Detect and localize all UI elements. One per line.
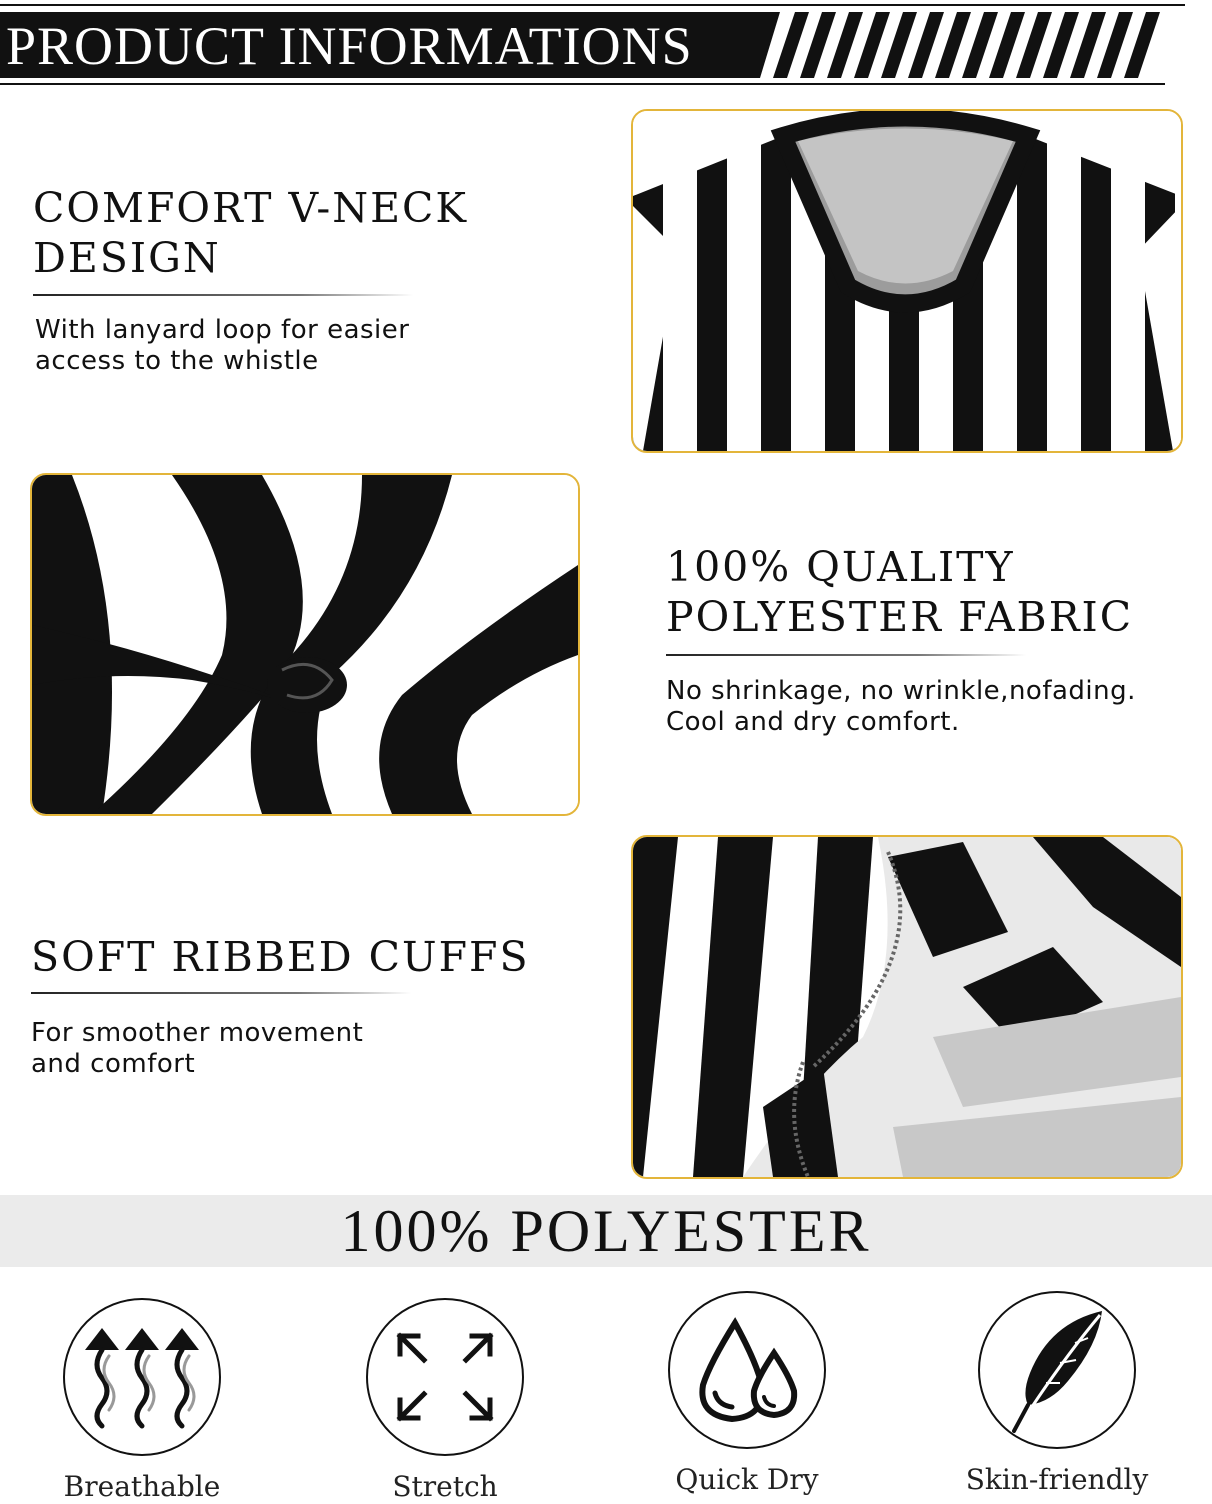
header-banner [0, 0, 1212, 90]
breathable-circle [63, 1298, 221, 1456]
vneck-heading-line1: COMFORT V-NECK [33, 184, 469, 232]
water-drops-icon [670, 1293, 824, 1447]
vneck-divider [33, 294, 413, 296]
fabric-description [666, 676, 1136, 738]
stretch-arrows-icon [368, 1300, 522, 1454]
skin-friendly-label: Skin-friendly [965, 1463, 1149, 1496]
feather-icon [980, 1293, 1134, 1447]
breathable-arrows-icon [65, 1300, 219, 1454]
fabric-desc-line2: Cool and dry comfort. [666, 707, 960, 737]
vneck-heading-line2: DESIGN [33, 234, 221, 282]
cuffs-desc-line2: and comfort [31, 1049, 196, 1079]
vneck-desc-line2: access to the whistle [35, 346, 319, 376]
material-title: 100% POLYESTER [340, 1198, 872, 1264]
cuffs-heading [31, 932, 530, 982]
cuffs-photo [631, 835, 1183, 1179]
fabric-desc-line1: No shrinkage, no wrinkle,nofading. [666, 676, 1136, 706]
skin-friendly-circle [978, 1291, 1136, 1449]
fabric-heading-line2: POLYESTER FABRIC [666, 593, 1134, 641]
vneck-heading [33, 183, 468, 283]
cuffs-divider [31, 992, 411, 994]
cuffs-description [31, 1018, 363, 1080]
cuffs-heading-line1: SOFT RIBBED CUFFS [31, 933, 530, 981]
vneck-description [35, 315, 409, 377]
vneck-photo [631, 109, 1183, 453]
quick-dry-label: Quick Dry [675, 1463, 819, 1496]
cuffs-desc-line1: For smoother movement [31, 1018, 364, 1048]
fabric-heading-line1: 100% QUALITY [666, 543, 1015, 591]
stretch-circle [366, 1298, 524, 1456]
stretch-label: Stretch [392, 1470, 498, 1503]
fabric-swirl-photo [30, 473, 580, 816]
banner-title: PRODUCT INFORMATIONS [6, 16, 693, 76]
fabric-divider [666, 654, 1026, 656]
quick-dry-circle [668, 1291, 826, 1449]
breathable-label: Breathable [63, 1470, 221, 1503]
fabric-heading [666, 542, 1133, 642]
vneck-desc-line1: With lanyard loop for easier [35, 315, 410, 345]
